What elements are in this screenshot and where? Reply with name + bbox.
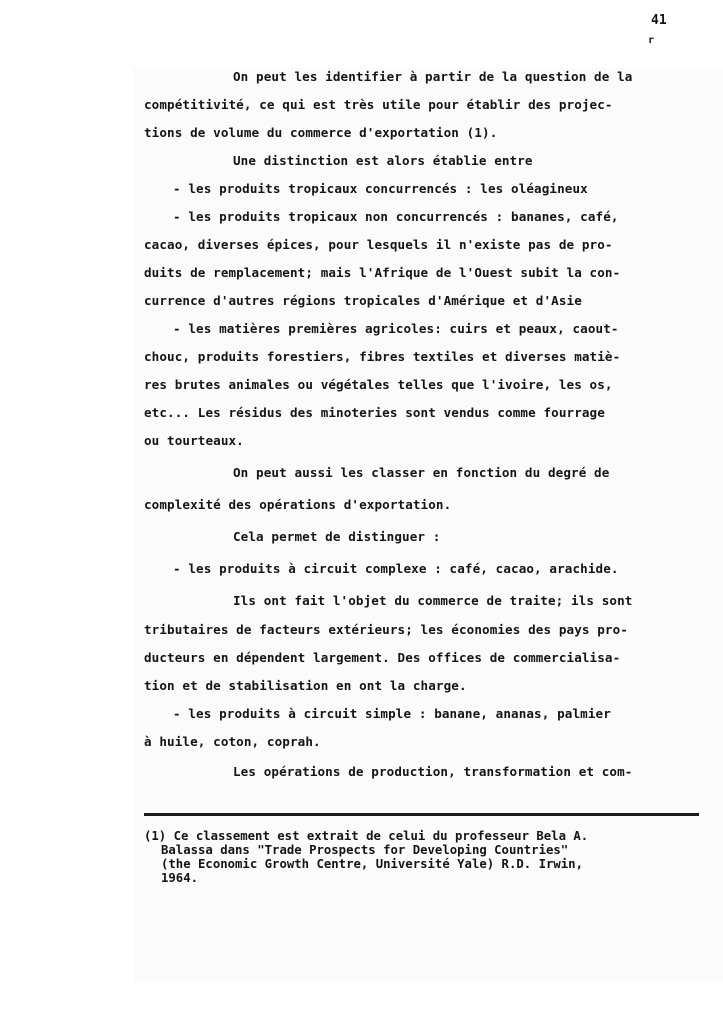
text-line: ou tourteaux. (144, 433, 244, 448)
list-item: - les produits à circuit simple : banane, ananas, palmier (173, 706, 611, 721)
list-item: - les matières premières agricoles: cuirs et peaux, caout- (173, 321, 619, 336)
text-line: Cela permet de distinguer : (233, 529, 441, 544)
text-line: cacao, diverses épices, pour lesquels il n'existe pas de pro- (144, 237, 613, 252)
text-line: On peut les identifier à partir de la question de la (233, 69, 633, 84)
footnote-line: Balassa dans "Trade Prospects for Developing Countries" (161, 843, 569, 857)
page-number: 41 (651, 13, 667, 28)
text-line: à huile, coton, coprah. (144, 734, 321, 749)
text-line: chouc, produits forestiers, fibres textiles et diverses matiè- (144, 349, 621, 364)
text-line: ducteurs en dépendent largement. Des offices de commercialisa- (144, 650, 621, 665)
text-line: Les opérations de production, transformation et com- (233, 764, 633, 779)
text-line: tributaires de facteurs extérieurs; les économies des pays pro- (144, 622, 628, 637)
text-line: Une distinction est alors établie entre (233, 153, 533, 168)
text-line: duits de remplacement; mais l'Afrique de l'Ouest subit la con- (144, 265, 621, 280)
text-line: compétitivité, ce qui est très utile pour établir des projec- (144, 97, 613, 112)
text-line: complexité des opérations d'exportation. (144, 497, 452, 512)
stray-mark: r (648, 35, 655, 46)
text-line: etc... Les résidus des minoteries sont vendus comme fourrage (144, 405, 605, 420)
text-line: currence d'autres régions tropicales d'Amérique et d'Asie (144, 293, 582, 308)
list-item: - les produits tropicaux non concurrencés : bananes, café, (173, 209, 619, 224)
text-line: On peut aussi les classer en fonction du degré de (233, 465, 610, 480)
list-item: - les produits tropicaux concurrencés : les oléagineux (173, 181, 588, 196)
text-line: Ils ont fait l'objet du commerce de traite; ils sont (233, 593, 633, 608)
text-line: tions de volume du commerce d'exportation (1). (144, 125, 498, 140)
list-item: - les produits à circuit complexe : café, cacao, arachide. (173, 561, 619, 576)
footnote-line: (the Economic Growth Centre, Université Yale) R.D. Irwin, (161, 857, 583, 871)
footnote-separator (144, 813, 699, 816)
footnote-line: (1) Ce classement est extrait de celui du professeur Bela A. (144, 829, 589, 843)
text-line: tion et de stabilisation en ont la charge. (144, 678, 467, 693)
footnote-line: 1964. (161, 871, 199, 885)
text-line: res brutes animales ou végétales telles que l'ivoire, les os, (144, 377, 613, 392)
